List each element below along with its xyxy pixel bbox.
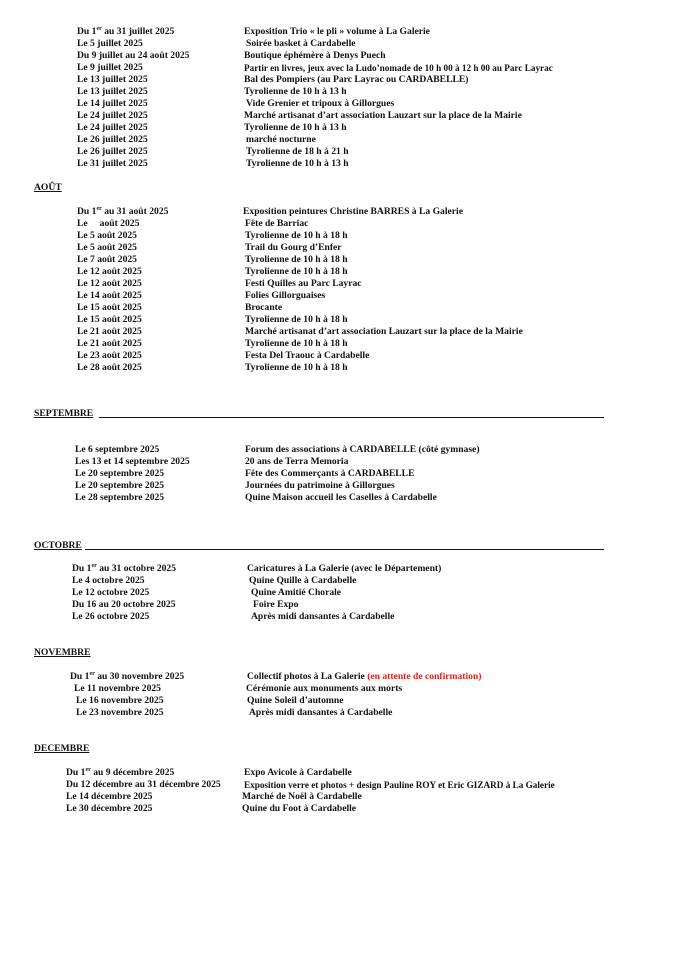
section-heading-octobre: OCTOBRE: [34, 540, 82, 551]
event-title: Tyrolienne de 10 h à 18 h: [245, 254, 348, 265]
event-title: Tyrolienne de 10 h à 13 h: [244, 86, 347, 97]
date: Du 16 au 20 octobre 2025: [72, 599, 176, 610]
date: Le 14 décembre 2025: [66, 791, 153, 802]
date: Le 16 novembre 2025: [76, 695, 164, 706]
date: Le 5 juillet 2025: [77, 38, 143, 49]
date: Le 5 août 2025: [77, 242, 137, 253]
date: Le 12 août 2025: [77, 278, 142, 289]
event-title: Tyrolienne de 10 h à 13 h: [246, 158, 349, 169]
event-title: Quine Amitié Chorale: [251, 587, 342, 598]
section-heading-novembre: NOVEMBRE: [34, 647, 91, 658]
date: Du 9 juillet au 24 août 2025: [77, 50, 190, 61]
event-title: Festa Del Traouc à Cardabelle: [245, 350, 370, 361]
date: Le 23 novembre 2025: [76, 707, 164, 718]
event-title: Tyrolienne de 10 h à 18 h: [245, 230, 348, 241]
event-title: Tyrolienne de 18 h à 21 h: [246, 146, 349, 157]
event-title: Marché artisanat d’art association Lauzart sur la place de la Mairie: [244, 110, 522, 121]
date: Le 12 octobre 2025: [72, 587, 150, 598]
section-divider: [99, 417, 604, 418]
event-title: Folies Gillorguaises: [245, 290, 326, 301]
event-title: Vide Grenier et tripoux à Gillorgues: [246, 98, 395, 109]
section-heading-aout: AOÛT: [34, 182, 62, 193]
event-title: Quine du Foot à Cardabelle: [242, 803, 357, 814]
event-title: Tyrolienne de 10 h à 18 h: [245, 314, 348, 325]
event-title: marché nocturne: [246, 134, 316, 145]
date-range: Du 1er au 30 novembre 2025: [70, 671, 185, 682]
event-title: Exposition Trio « le pli » volume à La Galerie: [244, 26, 430, 37]
date-range: Du 1er au 31 juillet 2025: [77, 26, 175, 37]
date: Le 20 septembre 2025: [75, 468, 165, 479]
date: Le 4 octobre 2025: [72, 575, 145, 586]
event-title: Cérémonie aux monuments aux morts: [246, 683, 403, 694]
event-title: Exposition verre et photos + design Pauline ROY et Eric GIZARD à La Galerie: [244, 780, 555, 790]
event-title: Marché artisanat d’art association Lauzart sur la place de la Mairie: [245, 326, 523, 337]
event-title: Tyrolienne de 10 h à 18 h: [245, 266, 348, 277]
date: Le 24 juillet 2025: [77, 122, 148, 133]
date: Le 21 août 2025: [77, 326, 142, 337]
date-range: Du 1er au 31 août 2025: [77, 206, 169, 217]
event-title: Collectif photos à La Galerie (en attente de confirmation): [247, 671, 482, 682]
event-title: Boutique éphémère à Denys Puech: [244, 50, 386, 61]
event-title: Exposition peintures Christine BARRES à La Galerie: [243, 206, 463, 217]
event-title: Fête de Barriac: [245, 218, 309, 229]
date-range: Du 1er au 9 décembre 2025: [66, 767, 175, 778]
date: Le 13 juillet 2025: [77, 74, 148, 85]
date: Le 14 août 2025: [77, 290, 142, 301]
event-title: Fête des Commerçants à CARDABELLE: [245, 468, 415, 479]
date: Le 7 août 2025: [77, 254, 137, 265]
event-title: Quine Quille à Cardabelle: [249, 575, 357, 586]
event-title: Foire Expo: [253, 599, 299, 610]
date: Le 28 août 2025: [77, 362, 142, 373]
date-range: Du 1er au 31 octobre 2025: [72, 563, 177, 574]
date: Le 11 novembre 2025: [74, 683, 161, 694]
date: Le 15 août 2025: [77, 302, 142, 313]
event-title: Forum des associations à CARDABELLE (côté gymnase): [245, 444, 480, 455]
event-title: Quine Maison accueil les Caselles à Cardabelle: [245, 492, 437, 503]
event-title: Tyrolienne de 10 h à 18 h: [245, 362, 348, 373]
event-title: Quine Soleil d’automne: [247, 695, 344, 706]
event-title: Trail du Gourg d’Enfer: [245, 242, 342, 253]
date: Le 24 juillet 2025: [77, 110, 148, 121]
event-title: Tyrolienne de 10 h à 18 h: [245, 338, 348, 349]
date: Le 12 août 2025: [77, 266, 142, 277]
section-divider: [85, 549, 604, 550]
date: Le 9 juillet 2025: [77, 62, 143, 73]
date: Le 5 août 2025: [77, 230, 137, 241]
event-title: Partir en livres, jeux avec la Ludo’nomade de 10 h 00 à 12 h 00 au Parc Layrac: [244, 63, 553, 73]
event-title: Après midi dansantes à Cardabelle: [251, 611, 395, 622]
event-title: Expo Avicole à Cardabelle: [244, 767, 352, 778]
date: Le 21 août 2025: [77, 338, 142, 349]
event-title: Journées du patrimoine à Gillorgues: [245, 480, 395, 491]
date: Le 6 septembre 2025: [75, 444, 160, 455]
date: Le août 2025: [77, 218, 140, 229]
event-title: Caricatures à La Galerie (avec le Département): [247, 563, 442, 574]
date: Le 26 juillet 2025: [77, 146, 148, 157]
event-title: Marché de Noël à Cardabelle: [242, 791, 362, 802]
date: Le 13 juillet 2025: [77, 86, 148, 97]
event-title: Soirée basket à Cardabelle: [246, 38, 356, 49]
date: Du 12 décembre au 31 décembre 2025: [66, 779, 221, 790]
event-title: Bal des Pompiers (au Parc Layrac ou CARDABELLE): [244, 74, 469, 85]
date: Le 15 août 2025: [77, 314, 142, 325]
date: Le 26 juillet 2025: [77, 134, 148, 145]
date: Le 28 septembre 2025: [75, 492, 165, 503]
event-title: Festi Quilles au Parc Layrac: [245, 278, 362, 289]
event-title: Brocante: [245, 302, 283, 313]
event-title: Après midi dansantes à Cardabelle: [249, 707, 393, 718]
date: Le 30 décembre 2025: [66, 803, 153, 814]
date: Les 13 et 14 septembre 2025: [75, 456, 190, 467]
section-heading-decembre: DECEMBRE: [34, 743, 90, 754]
section-heading-septembre: SEPTEMBRE: [34, 408, 94, 419]
date: Le 23 août 2025: [77, 350, 142, 361]
date: Le 26 octobre 2025: [72, 611, 150, 622]
event-title: 20 ans de Terra Memoria: [245, 456, 349, 467]
date: Le 31 juillet 2025: [77, 158, 148, 169]
date: Le 20 septembre 2025: [75, 480, 165, 491]
event-title: Tyrolienne de 10 h à 13 h: [244, 122, 347, 133]
confirmation-status: (en attente de confirmation): [367, 671, 482, 682]
date: Le 14 juillet 2025: [77, 98, 148, 109]
